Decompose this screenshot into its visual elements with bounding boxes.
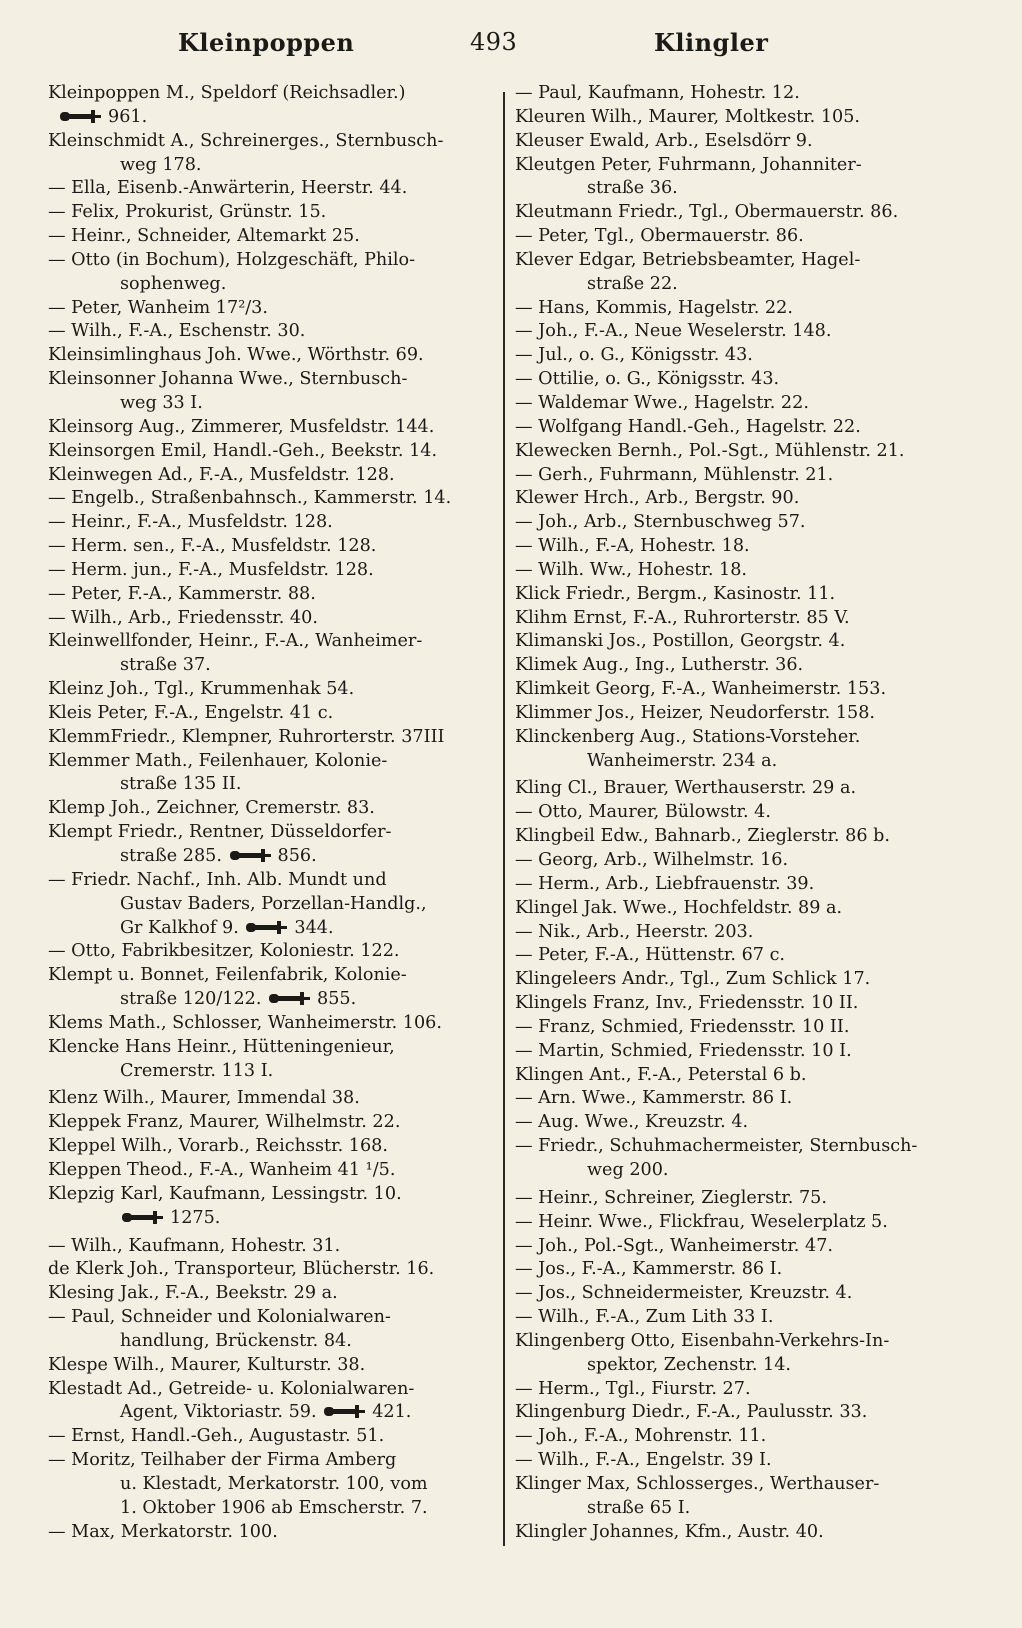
directory-entry: de Klerk Joh., Transporteur, Blücherstr. 16. [48,1259,435,1280]
directory-entry: — Georg, Arb., Wilhelmstr. 16. [515,850,789,870]
directory-entry: — Wolfgang Handl.-Geh., Hagelstr. 22. [515,416,861,437]
directory-entry-continuation [48,917,478,941]
directory-entry: Klingel Jak. Wwe., Hochfeldstr. 89 a. [515,897,843,918]
directory-entry-continuation: straße 36. [587,178,678,199]
directory-entry: Klingenberg Otto, Eisenbahn-Verkehrs-In- [515,1330,890,1351]
directory-entry: Klestadt Ad., Getreide- u. Kolonialwaren- [48,1378,415,1399]
directory-entry: — Waldemar Wwe., Hagelstr. 22. [515,392,809,413]
directory-entry: — Otto, Fabrikbesitzer, Koloniestr. 122. [48,941,400,962]
directory-entry: — Paul, Schneider und Kolonialwaren- [48,1307,391,1328]
phone-number: 1275. [170,1207,221,1228]
directory-entry: Kling Cl., Brauer, Werthauserstr. 29 a. [515,778,857,799]
directory-entry-continuation: straße 65 I. [587,1497,691,1518]
directory-entry: Klimanski Jos., Postillon, Georgstr. 4. [515,631,846,652]
directory-entry: Kleinsonner Johanna Wwe., Sternbusch- [48,369,408,390]
directory-entry: Klems Math., Schlosser, Wanheimerstr. 106. [48,1012,442,1033]
directory-entry: — Joh., Pol.-Sgt., Wanheimerstr. 47. [515,1235,833,1256]
directory-entry: Klingenburg Diedr., F.-A., Paulusstr. 33. [515,1402,868,1423]
directory-entry: — Wilh., Kaufmann, Hohestr. 31. [48,1235,341,1256]
directory-entry: Kleppel Wilh., Vorarb., Reichsstr. 168. [48,1136,388,1157]
directory-entry: — Felix, Prokurist, Grünstr. 15. [48,202,327,223]
directory-entry: — Herm. jun., F.-A., Musfeldstr. 128. [48,559,374,580]
telephone-icon [267,989,311,1007]
entry-text: straße 120/122. [120,989,262,1010]
directory-entry: — Paul, Kaufmann, Hohestr. 12. [515,83,800,103]
entry-text: straße 285. [120,846,222,866]
directory-entry: — Gerh., Fuhrmann, Mühlenstr. 21. [515,464,834,485]
directory-entry: Klemmer Math., Feilenhauer, Kolonie- [48,750,388,771]
directory-entry: Klinckenberg Aug., Stations-Vorsteher. [515,726,861,747]
directory-entry: — Heinr., F.-A., Musfeldstr. 128. [48,512,333,533]
directory-entry: — Jul., o. G., Königsstr. 43. [515,345,753,366]
phone-number: 961. [108,106,148,127]
directory-entry: Klick Friedr., Bergm., Kasinostr. 11. [515,583,836,604]
directory-entry: — Hans, Kommis, Hagelstr. 22. [515,297,793,318]
directory-entry: — Friedr., Schuhmachermeister, Sternbusch- [515,1136,918,1157]
directory-entry-continuation: sophenweg. [120,273,227,294]
telephone-icon [228,846,272,864]
directory-entry: Klingen Ant., F.-A., Peterstal 6 b. [515,1064,807,1085]
directory-entry-continuation [48,845,478,869]
directory-entry: Klinger Max, Schlosserges., Werthauser- [515,1473,880,1494]
directory-entry: Kleuren Wilh., Maurer, Moltkestr. 105. [515,106,861,127]
directory-entry: — Wilh., F.-A., Zum Lith 33 I. [515,1307,774,1328]
directory-entry: Kleutmann Friedr., Tgl., Obermauerstr. 86. [515,202,899,223]
directory-entry: Kleppek Franz, Maurer, Wilhelmstr. 22. [48,1112,401,1133]
directory-entry: — Heinr. Wwe., Flickfrau, Weselerplatz 5. [515,1211,888,1232]
directory-entry: — Arn. Wwe., Kammerstr. 86 I. [515,1088,793,1109]
directory-entry: Kleuser Ewald, Arb., Eselsdörr 9. [515,130,813,151]
left-column [48,82,478,1544]
directory-entry: — Heinr., Schreiner, Zieglerstr. 75. [515,1187,827,1208]
directory-entry-continuation: u. Klestadt, Merkatorstr. 100, vom [120,1473,428,1494]
right-column [515,82,945,1544]
directory-entry: — Joh., Arb., Sternbuschweg 57. [515,512,806,533]
phone-number: 421. [372,1402,412,1423]
telephone-icon [120,1208,164,1226]
directory-entry-continuation: 1. Oktober 1906 ab Emscherstr. 7. [120,1497,428,1518]
directory-entry-continuation: handlung, Brückenstr. 84. [120,1330,352,1351]
column-divider [503,92,505,1546]
directory-entry-phone [48,106,478,130]
directory-entry: — Ella, Eisenb.-Anwärterin, Heerstr. 44. [48,178,408,199]
directory-entry: — Jos., F.-A., Kammerstr. 86 I. [515,1259,783,1280]
telephone-icon [58,107,102,125]
directory-entry: Klespe Wilh., Maurer, Kulturstr. 38. [48,1354,366,1375]
directory-entry: Klever Edgar, Betriebsbeamter, Hagel- [515,249,861,270]
entry-text: Gr Kalkhof 9. [120,917,239,938]
directory-entry-continuation: weg 200. [587,1159,669,1180]
directory-entry: — Max, Merkatorstr. 100. [48,1521,278,1542]
directory-entry: Klencke Hans Heinr., Hütteningenieur, [48,1036,395,1057]
directory-entry: — Wilh. Ww., Hohestr. 18. [515,559,747,580]
directory-entry: — Friedr. Nachf., Inh. Alb. Mundt und [48,869,387,890]
directory-entry: Klingler Johannes, Kfm., Austr. 40. [515,1521,824,1542]
directory-entry: Klemp Joh., Zeichner, Cremerstr. 83. [48,798,375,819]
directory-entry: — Herm. sen., F.-A., Musfeldstr. 128. [48,536,377,557]
directory-entry: Klimmer Jos., Heizer, Neudorferstr. 158. [515,702,876,723]
directory-entry: — Joh., F.-A., Neue Weselerstr. 148. [515,321,832,342]
directory-entry: Kleinpoppen M., Speldorf (Reichsadler.) [48,83,406,103]
directory-entry: — Wilh., F.-A., Engelstr. 39 I. [515,1450,772,1471]
directory-entry-continuation [48,988,478,1012]
directory-entry: — Wilh., F.-A., Eschenstr. 30. [48,321,306,342]
directory-entry: Klepzig Karl, Kaufmann, Lessingstr. 10. [48,1183,402,1204]
directory-entry: Klenz Wilh., Maurer, Immendal 38. [48,1088,360,1109]
running-head-left: Kleinpoppen [178,28,355,57]
directory-entry: Klimek Aug., Ing., Lutherstr. 36. [515,655,804,676]
directory-entry: Kleinsorgen Emil, Handl.-Geh., Beekstr. 14. [48,440,438,461]
directory-entry: — Herm., Arb., Liebfrauenstr. 39. [515,873,815,894]
directory-entry: — Peter, Wanheim 17²/3. [48,297,268,318]
directory-entry-continuation: weg 178. [120,154,202,175]
directory-entry: Klihm Ernst, F.-A., Ruhrorterstr. 85 V. [515,607,850,628]
telephone-icon [244,918,288,936]
directory-entry: — Aug. Wwe., Kreuzstr. 4. [515,1112,749,1133]
directory-entry: Klewer Hrch., Arb., Bergstr. 90. [515,488,800,509]
directory-entry: — Wilh., F.-A, Hohestr. 18. [515,536,750,557]
directory-entry: Kleinsimlinghaus Joh. Wwe., Wörthstr. 69. [48,345,424,366]
directory-entry-continuation: straße 22. [587,273,678,294]
directory-entry: Kleis Peter, F.-A., Engelstr. 41 c. [48,702,334,723]
directory-entry: Klempt u. Bonnet, Feilenfabrik, Kolonie- [48,965,407,986]
directory-entry: — Wilh., Arb., Friedensstr. 40. [48,607,318,628]
directory-entry: — Ottilie, o. G., Königsstr. 43. [515,369,780,390]
directory-entry: Klingeleers Andr., Tgl., Zum Schlick 17. [515,969,871,990]
directory-entry-continuation: Gustav Baders, Porzellan-Handlg., [120,893,427,914]
directory-entry: Klewecken Bernh., Pol.-Sgt., Mühlenstr. 21. [515,440,905,461]
directory-entry-phone [48,1207,478,1231]
telephone-icon [322,1402,366,1420]
directory-entry: Kleinschmidt A., Schreinerges., Sternbusch- [48,130,444,151]
directory-entry-continuation: straße 135 II. [120,774,242,795]
directory-entry: Klingels Franz, Inv., Friedensstr. 10 II. [515,993,859,1014]
directory-entry: — Franz, Schmied, Friedensstr. 10 II. [515,1016,850,1037]
phone-number: 855. [317,989,357,1010]
directory-entry: Klingbeil Edw., Bahnarb., Zieglerstr. 86 b. [515,826,890,847]
directory-entry: — Herm., Tgl., Fiurstr. 27. [515,1378,751,1399]
directory-entry: — Engelb., Straßenbahnsch., Kammerstr. 14. [48,488,452,509]
directory-entry: — Jos., Schneidermeister, Kreuzstr. 4. [515,1283,853,1304]
directory-entry: — Joh., F.-A., Mohrenstr. 11. [515,1426,767,1447]
directory-entry-continuation: Cremerstr. 113 I. [120,1060,274,1081]
directory-entry: — Peter, F.-A., Kammerstr. 88. [48,583,316,604]
directory-entry-continuation: straße 37. [120,655,211,676]
entry-text: Agent, Viktoriastr. 59. [120,1402,317,1423]
directory-entry: — Otto (in Bochum), Holzgeschäft, Philo- [48,249,416,270]
directory-entry: KlemmFriedr., Klempner, Ruhrorterstr. 37III [48,726,445,747]
directory-entry: Klempt Friedr., Rentner, Düsseldorfer- [48,822,392,843]
directory-entry: Kleppen Theod., F.-A., Wanheim 41 ¹/5. [48,1159,396,1180]
running-head-right: Klingler [654,28,769,57]
directory-entry: Klimkeit Georg, F.-A., Wanheimerstr. 153. [515,679,887,700]
phone-number: 344. [294,917,334,938]
directory-entry-continuation: weg 33 I. [120,392,203,413]
directory-entry: — Peter, F.-A., Hüttenstr. 67 c. [515,945,786,966]
directory-entry: — Heinr., Schneider, Altemarkt 25. [48,226,360,247]
directory-entry-continuation: spektor, Zechenstr. 14. [587,1354,791,1375]
directory-entry: — Peter, Tgl., Obermauerstr. 86. [515,226,804,247]
directory-entry: — Nik., Arb., Heerstr. 203. [515,921,754,942]
phone-number: 856. [277,846,317,866]
directory-entry: Kleinwegen Ad., F.-A., Musfeldstr. 128. [48,464,395,485]
directory-entry: — Martin, Schmied, Friedensstr. 10 I. [515,1040,852,1061]
directory-entry: Kleinwellfonder, Heinr., F.-A., Wanheimer- [48,631,423,652]
page-header [0,28,1022,68]
directory-entry: — Otto, Maurer, Bülowstr. 4. [515,802,771,823]
directory-entry: Klesing Jak., F.-A., Beekstr. 29 a. [48,1283,338,1304]
directory-entry-continuation [48,1401,478,1425]
directory-entry: Kleutgen Peter, Fuhrmann, Johanniter- [515,154,862,175]
directory-entry: Kleinsorg Aug., Zimmerer, Musfeldstr. 144. [48,416,435,437]
directory-entry-continuation: Wanheimerstr. 234 a. [587,750,778,771]
page-number: 493 [470,28,518,56]
directory-entry: — Moritz, Teilhaber der Firma Amberg [48,1450,397,1471]
directory-entry: Kleinz Joh., Tgl., Krummenhak 54. [48,679,355,700]
directory-entry: — Ernst, Handl.-Geh., Augustastr. 51. [48,1426,385,1447]
